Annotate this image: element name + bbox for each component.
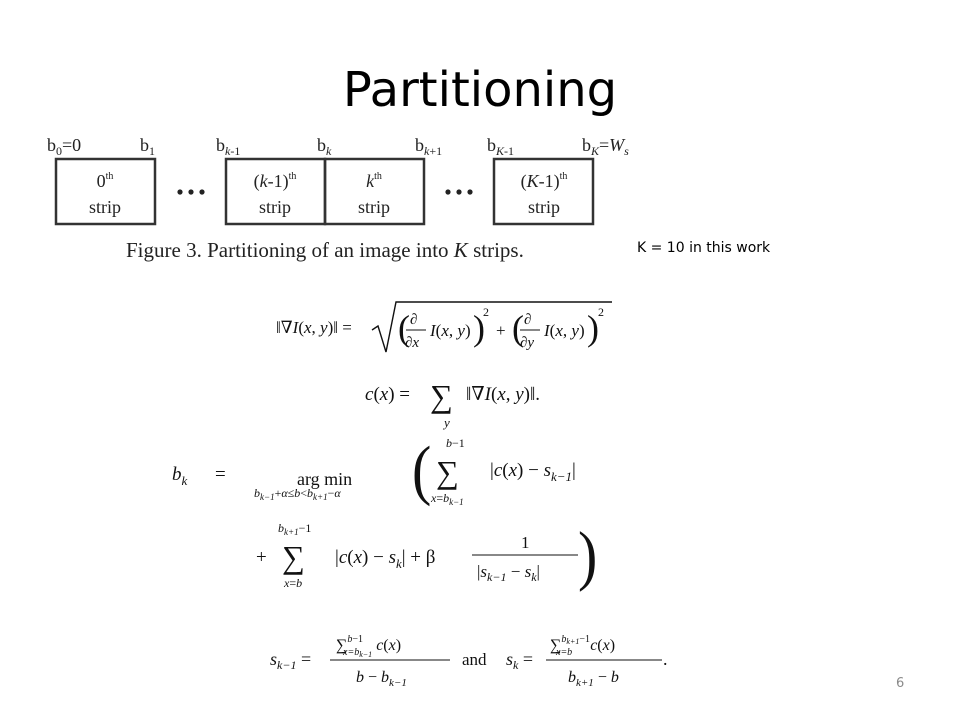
- svg-text:∑: ∑: [436, 454, 459, 490]
- strip-label-K-1-top: $(K-1)^{th}$: [520, 171, 568, 191]
- equation-gradient: [276, 302, 612, 352]
- boundary-label-b1: $b_1$: [140, 135, 155, 158]
- strip-count-note: K = 10 in this work: [637, 240, 771, 256]
- svg-text:sk−1 =: $s_{k-1}$ =: [270, 649, 312, 672]
- svg-text:c(x) =: c(x) =: [365, 384, 410, 405]
- svg-text:bk: $b_k$: [172, 464, 188, 488]
- equation-s-defs: [270, 634, 668, 689]
- svg-text:∂: ∂: [410, 312, 418, 328]
- svg-text:∂y: ∂y: [520, 335, 535, 351]
- figure-caption: Figure 3. Partitioning of an image into K strips.: [126, 238, 524, 262]
- svg-text:∂: ∂: [524, 312, 532, 328]
- svg-text:‖∇I(x, y)‖.: ‖∇I(x, y)‖.: [466, 384, 541, 405]
- strip-label-0-top: 0th: [96, 171, 114, 191]
- svg-text:+: +: [256, 547, 267, 568]
- svg-text:(: (: [412, 432, 432, 508]
- svg-text:+: +: [496, 321, 506, 340]
- svg-text:1: 1: [521, 533, 530, 552]
- svg-text:|c(x) − sk| + β: $|c(x) - s_k| + \beta$: [335, 547, 436, 571]
- svg-text:y: y: [444, 415, 450, 430]
- svg-text:‖∇I(x, y)‖ =: ‖∇I(x, y)‖ =: [276, 318, 352, 337]
- svg-text:2: 2: [598, 305, 604, 319]
- strip-label-k-1-top: $(k-1)^{th}$: [253, 171, 297, 191]
- boundary-label-b0: $b_0=0$: [47, 135, 82, 158]
- svg-text:b−1: b−1: [446, 436, 465, 450]
- strip-label-K-1-bottom: strip: [527, 197, 561, 217]
- boundary-label-bK-1: $b_K-1$: [487, 135, 515, 158]
- svg-text:I(x, y): I(x, y): [544, 321, 585, 340]
- page-number: 6: [896, 676, 905, 691]
- svg-text:=: =: [215, 464, 226, 485]
- svg-text:I(x, y): I(x, y): [430, 321, 471, 340]
- svg-text:|sk−1 − sk|: $|s_{k-1} - s_k|$: [477, 562, 540, 584]
- svg-text:sk =: $s_k$ =: [506, 649, 533, 672]
- svg-text:bk+1 − b: $b_{k+1} - b$: [568, 669, 619, 689]
- boundary-label-bk-1: $b_k-1$: [216, 135, 241, 158]
- strip-label-k-top: $k^{th}$: [366, 171, 382, 191]
- svg-text:∂x: ∂x: [405, 335, 420, 351]
- boundary-label-bk+1: $b_k+1$: [415, 135, 443, 158]
- svg-text:∑: ∑: [430, 378, 453, 414]
- slide-title: Partitioning: [342, 62, 618, 118]
- strip-label-k-bottom: strip: [357, 197, 391, 217]
- boundary-label-bk: $b_k$: [317, 135, 332, 158]
- svg-text:∑: ∑: [282, 539, 305, 575]
- svg-text:x=bk−1: $x=b_{k-1}$: [431, 491, 464, 507]
- svg-text:): ): [578, 517, 598, 593]
- svg-text:b − bk−1: $b - b_{k-1}$: [356, 669, 407, 689]
- equation-bk: [172, 432, 597, 592]
- strip-label-0-bottom: strip: [88, 197, 122, 217]
- svg-text:x=b: x=b: [284, 576, 303, 590]
- svg-text:(: (: [398, 308, 410, 348]
- svg-text:): ): [473, 308, 485, 348]
- svg-text:(: (: [512, 308, 524, 348]
- boundary-label-bK: $b_K=W_s$: [582, 135, 629, 158]
- svg-text:|c(x) − sk−1|: $|c(x) - s_{k-1}|$: [490, 460, 576, 484]
- svg-text:∑b−1x=bk−1 c(x): ∑$^b$−1 x=bk−1 c(x): [336, 634, 402, 659]
- svg-text:arg min: arg min: [297, 469, 353, 489]
- svg-text:): ): [587, 308, 599, 348]
- svg-text:bk+1−1: $b_{k+1}-1$: [278, 521, 312, 537]
- svg-text:and: and: [462, 650, 487, 669]
- svg-text:bk−1+α≤b<bk+1−α: $b_{k-1}+\alpha\le b<b_{k+1}-\alpha$: [254, 486, 341, 502]
- svg-text:∑bk+1−1x=b c(x): ∑$^b$k+1−1 x=b c(x): [550, 634, 616, 658]
- svg-text:.: .: [663, 649, 668, 669]
- equation-column-sum: [365, 378, 540, 430]
- svg-text:2: 2: [483, 305, 489, 319]
- strip-label-k-1-bottom: strip: [258, 197, 292, 217]
